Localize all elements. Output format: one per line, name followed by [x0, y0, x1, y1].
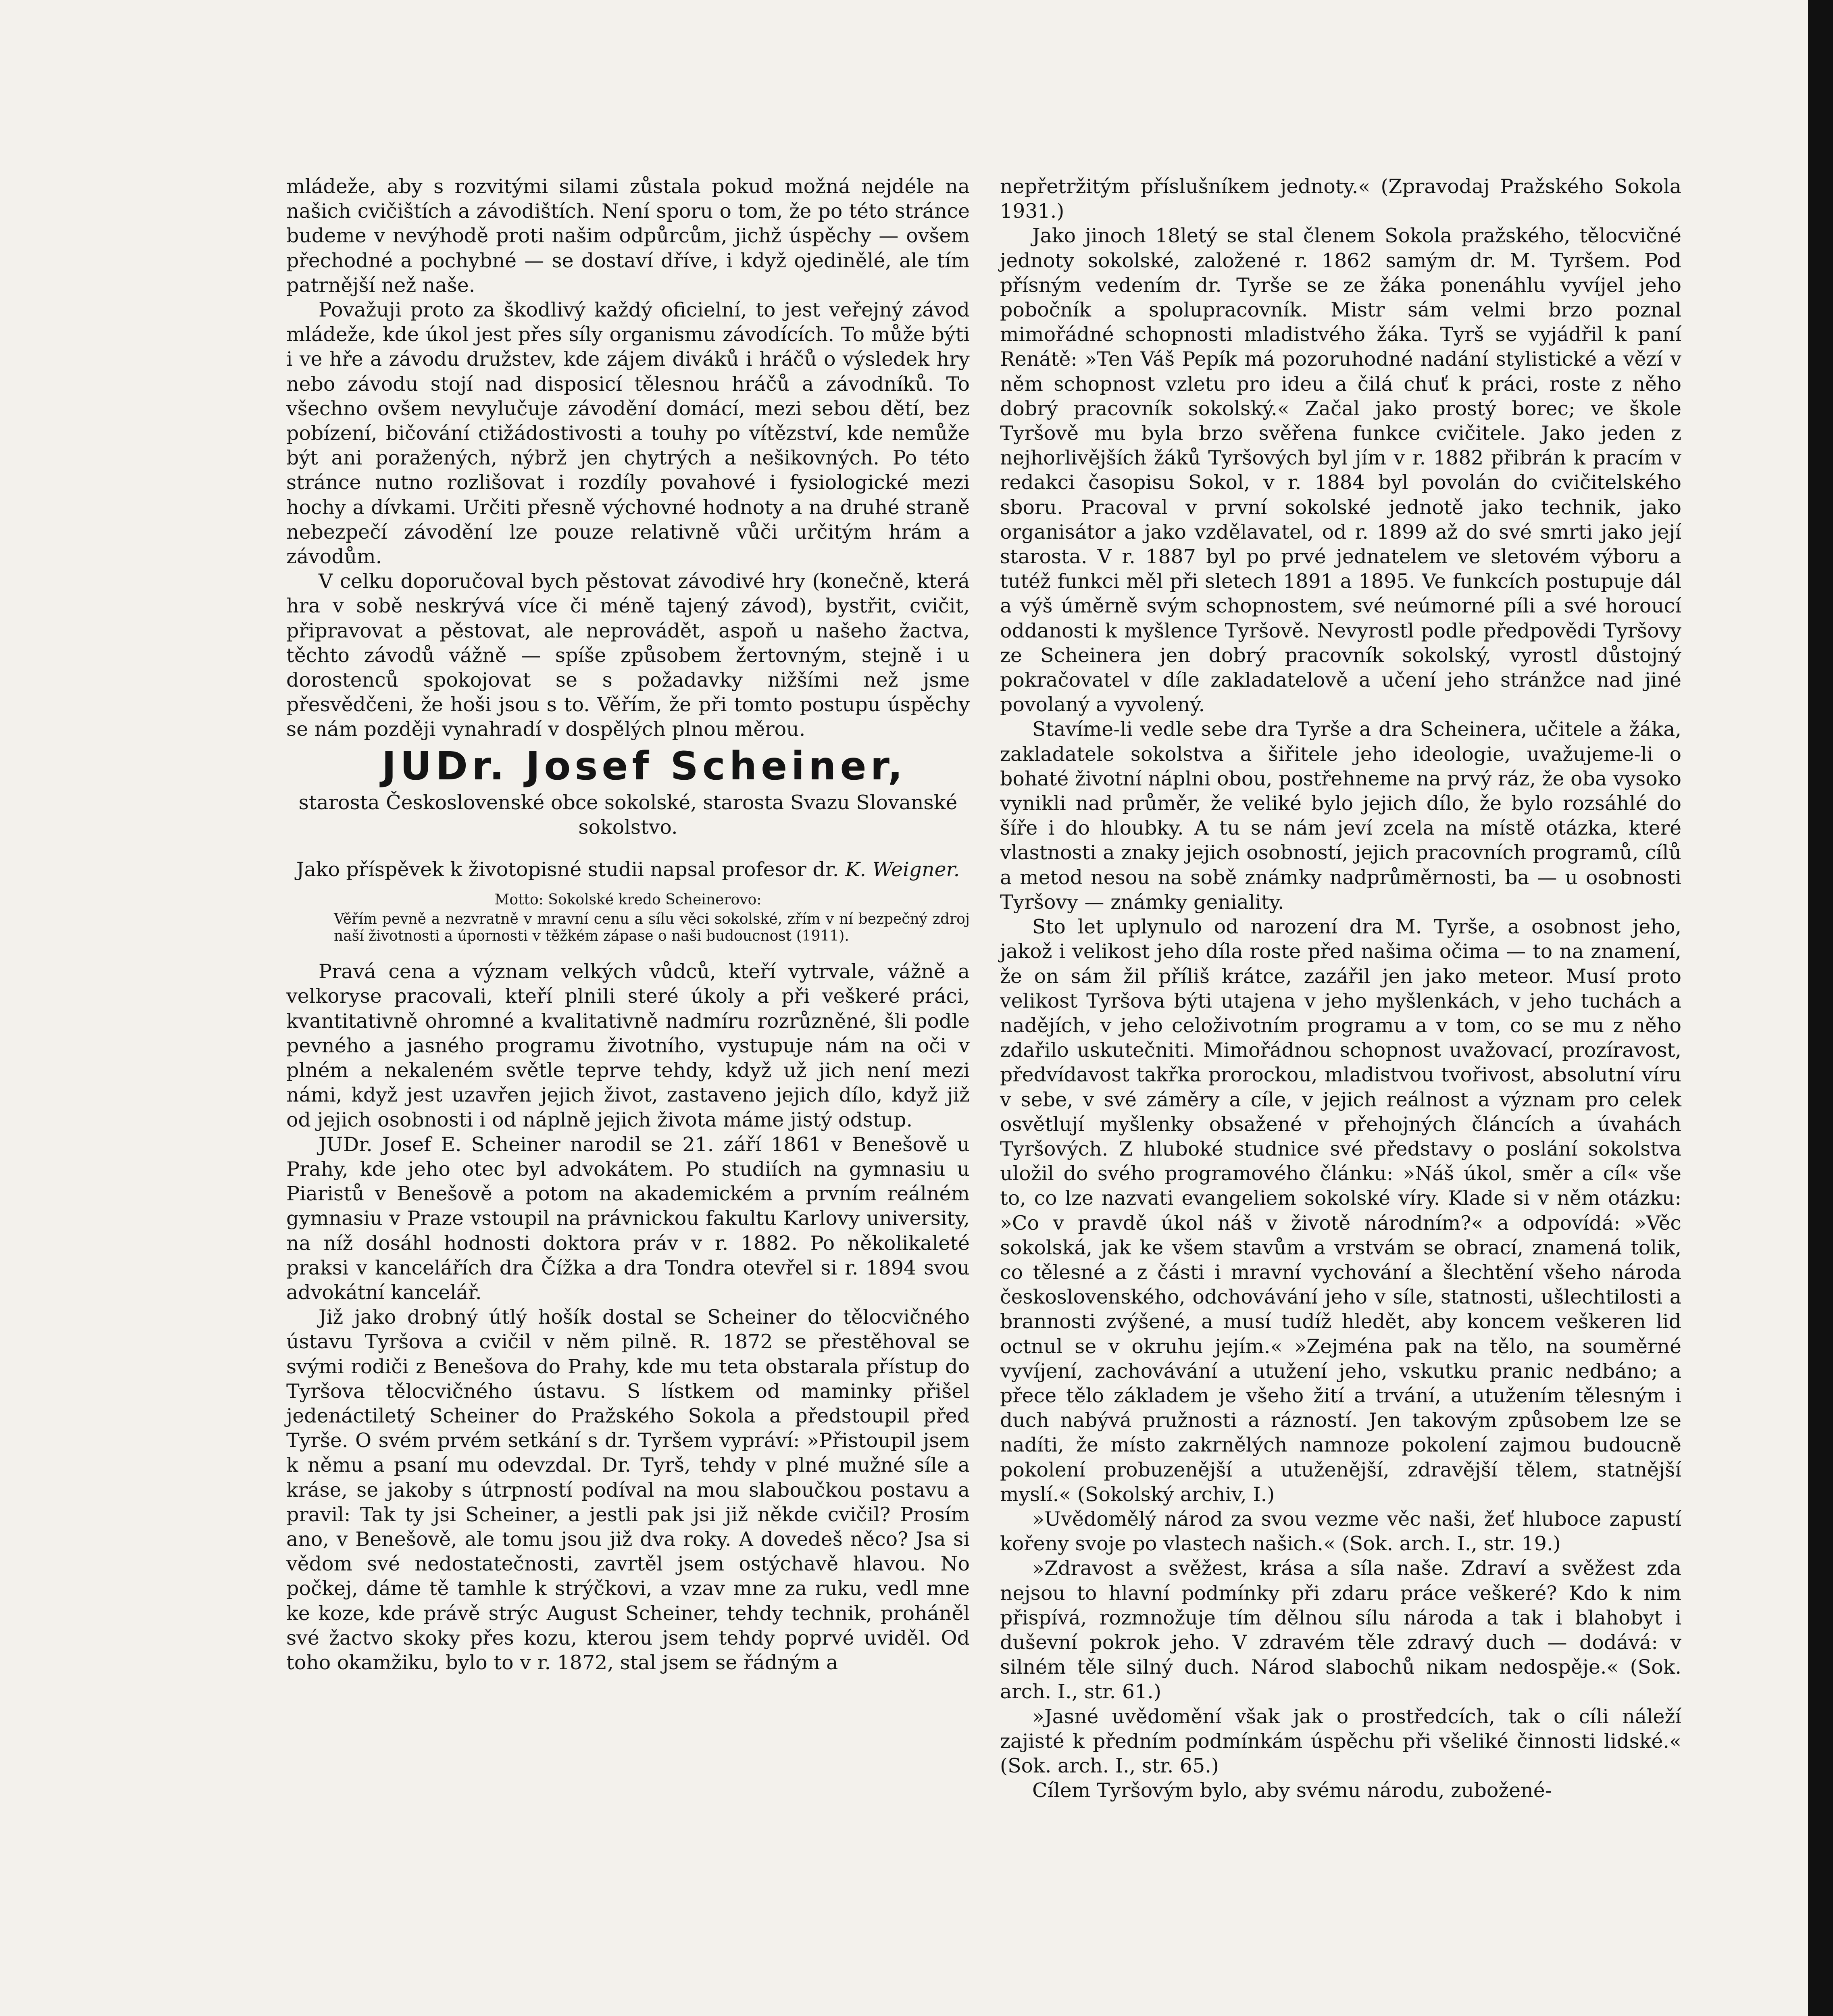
paragraph: Cílem Tyršovým bylo, aby svému národu, zubožené- — [1032, 1779, 1552, 1802]
paragraph: JUDr. Josef E. Scheiner narodil se 21. září 1861 v Benešově u Prahy, kde jeho otec byl advokátem. Po studiích na gymnasiu u Piaristů v Benešově a potom na akademickém a prvním reálném gymnasiu v Praze vstoupil na právnickou fakultu Karlovy university, na níž dosáhl hodnosti doktora práv v r. 1882. Po několikaleté praksi v kancelářích dra Čížka a dra Tondra otevřel si r. 1894 svou advokátní kancelář. — [286, 1133, 970, 1304]
paragraph: V celku doporučoval bych pěstovat závodivé hry (konečně, která hra v sobě neskrývá více či méně tajený závod), bystřit, cvičit, připravovat a pěstovat, ale neprovádět, aspoň u našeho žactva, těchto závodů vážně — spíše způsobem žertovným, stejně i u dorostenců spokojovat se s požadavky nižšími než jsme přesvědčeni, že hoši jsou s to. Věřím, že při tomto postupu úspěchy se nám později vynahradí v dospělých plnou měrou. — [286, 570, 970, 741]
article-subtitle: starosta Československé obce sokolské, starosta Svazu Slovanské sokolstvo. — [298, 791, 958, 839]
scan-edge — [1808, 0, 1833, 2016]
article-heading: JUDr. Josef Scheiner, — [381, 743, 907, 789]
paragraph: Pravá cena a význam velkých vůdců, kteří vytrvale, vážně a velkoryse pracovali, kteří plnili steré úkoly a při veškeré práci, kvantitativně ohromné a kvalitativně nadmíru rozrůzněné, šli podle pevného a jasného programu životního, vystupuje nám na oči v plném a nekaleném světle teprve tehdy, když už jich není mezi námi, když jest uzavřen jejich život, zastaveno jejich dílo, když již od jejich osobnosti i od náplně jejich života máme jistý odstup. — [286, 960, 970, 1131]
paragraph: Považuji proto za škodlivý každý oficielní, to jest veřejný závod mládeže, kde úkol jest přes síly organismu závodících. To může býti i ve hře a závodu družstev, kde zájem diváků i hráčů o výsledek hry nebo závodu stojí nad disposicí tělesnou hráčů a závodníků. To všechno ovšem nevylučuje závodění domácí, mezi sebou dětí, bez pobízení, bičování ctižádostivosti a touhy po vítězství, kde nemůže být ani poražených, nýbrž jen chytrých a nešikovných. Po této stránce nutno rozlišovat i rozdíly povahové i fysiologické mezi hochy a dívkami. Určiti přesně výchovné hodnoty a na druhé straně nebezpečí závodění lze pouze relativně vůči určitým hrám a závodům. — [286, 298, 970, 569]
article-byline — [286, 857, 970, 882]
left-column — [286, 174, 970, 1675]
byline-text: Jako příspěvek k životopisné studii napsal profesor dr. — [296, 858, 839, 881]
motto-title: Motto: Sokolské kredo Scheinerovo: — [494, 891, 762, 908]
paragraph: »Zdravost a svěžest, krása a síla naše. Zdraví a svěžest zda nejsou to hlavní podmínky při zdaru práce veškeré? Kdo k nim přispívá, rozmnožuje tím dělnou sílu národa a tak i blahobyt i duševní pokrok jeho. V zdravém těle zdravý duch — dodává: v silném těle silný duch. Národ slabochů nikam nedospěje.« (Sok. arch. I., str. 61.) — [1000, 1557, 1681, 1704]
paragraph: Již jako drobný útlý hošík dostal se Scheiner do tělocvičného ústavu Tyršova a cvičil v něm pilně. R. 1872 se přestěhoval se svými rodiči z Benešova do Prahy, kde mu teta obstarala přístup do Tyršova tělocvičného ústavu. S lístkem od maminky přišel jedenáctiletý Scheiner do Pražského Sokola a předstoupil před Tyrše. O svém prvém setkání s dr. Tyršem vypráví: »Přistoupil jsem k němu a psaní mu odevzdal. Dr. Tyrš, tehdy v plné mužné síle a kráse, se jakoby s útrpností podíval na mou slaboučkou postavu a pravil: Tak ty jsi Scheiner, a jestli pak jsi již někde cvičil? Prosím ano, v Benešově, ale tomu jsou již dva roky. A dovedeš něco? Jsa si vědom své nedostatečnosti, zavrtěl jsem ostýchavě hlavou. No počkej, dáme tě tamhle k strýčkovi, a vzav mne za ruku, vedl mne ke koze, kde právě strýc August Scheiner, tehdy technik, proháněl své žactvo skoky přes kozu, kterou jsem tehdy poprvé uviděl. Od toho okamžiku, bylo to v r. 1872, stal jsem se řádným a — [286, 1306, 970, 1674]
paragraph: mládeže, aby s rozvitými silami zůstala pokud možná nejdéle na našich cvičištích a závodištích. Není sporu o tom, že po této stránce budeme v nevýhodě proti našim odpůrcům, jichž úspěchy — ovšem přechodné a pochybné — se dostaví dříve, i když ojedinělé, ale tím patrnější než naše. — [286, 175, 970, 297]
paragraph: »Uvědomělý národ za svou vezme věc naši, žeť hluboce zapustí kořeny svoje po vlastech našich.« (Sok. arch. I., str. 19.) — [1000, 1507, 1681, 1556]
paragraph: nepřetržitým příslušníkem jednoty.« (Zpravodaj Pražského Sokola 1931.) — [1000, 175, 1681, 223]
paragraph: Jako jinoch 18letý se stal členem Sokola pražského, tělocvičné jednoty sokolské, založené r. 1862 samým dr. M. Tyršem. Pod přísným vedením dr. Tyrše se ze žáka ponenáhlu vyvíjel jeho pobočník a spolupracovník. Mistr sám velmi brzo poznal mimořádné schopnosti mladistvého žáka. Tyrš se vyjádřil k paní Renátě: »Ten Váš Pepík má pozoruhodné nadání stylistické a vězí v něm schopnost vzletu pro ideu a čilá chuť k práci, roste z něho dobrý pracovník sokolský.« Začal jako prostý borec; ve škole Tyršově mu byla brzo svěřena funkce cvičitele. Jako jeden z nejhorlivějších žáků Tyršových byl jím v r. 1882 přibrán k pracím v redakci časopisu Sokol, v r. 1884 byl povolán do cvičitelského sboru. Pracoval v první sokolské jednotě jako technik, jako organisátor a jako vzdělavatel, od r. 1899 až do své smrti jako její starosta. V r. 1887 byl po prvé jednatelem ve sletovém výboru a tutéž funkci měl při sletech 1891 a 1895. Ve funkcích postupuje dál a výš úměrně svým schopnostem, své neúmorné píli a své horoucí oddanosti k myšlence Tyršově. Nevyrostl podle předpovědi Tyršovy ze Scheinera jen dobrý pracovník sokolský, vyrostl důstojný pokračovatel v díle zakladatelově a učení jeho stránžce nad jiné povolaný a vyvolený. — [1000, 224, 1681, 716]
right-column — [1000, 174, 1681, 1803]
byline-author: K. Weigner. — [845, 858, 960, 881]
paragraph: Sto let uplynulo od narození dra M. Tyrše, a osobnost jeho, jakož i velikost jeho díla roste před našima očima — to na znamení, že on sám žil příliš krátce, zazářil jen jako meteor. Musí proto velikost Tyršova býti utajena v jeho myšlenkách, v jeho tuchách a nadějích, v jeho celoživotním programu a v tom, co se mu z něho zdařilo uskutečniti. Mimořádnou schopnost uvažovací, prozíravost, předvídavost takřka prorockou, mladistvou tvořivost, absolutní víru v sebe, v své záměry a cíle, v jejich reálnost a význam pro celek osvětlují myšlenky obsažené v přehojných článcích a úvahách Tyršových. Z hluboké studnice své představy o poslání sokolstva uložil do svého programového článku: »Náš úkol, směr a cíl« vše to, co lze nazvati evangeliem sokolské víry. Klade si v něm otázku: »Co v pravdě úkol náš v životě národním?« a odpovídá: »Věc sokolská, jak ke všem stavům a vrstvám se obrací, znamená tolik, co tělesné a z části i mravní vychování a šlechtění všeho národa československého, odchovávání jeho v síle, statnosti, ušlechtilosti a brannosti zvýšené, a musí tudíž hledět, aby koncem veškeren lid octnul se v okruhu jejím.« »Zejména pak na tělo, na souměrné vyvíjení, zachovávání a utužení jeho, vskutku pranic nedbáno; a přece tělo základem je všeho žití a trvání, a utužením tělesným i duch nabývá pružnosti a rázností. Jen takovým způsobem lze se nadíti, že místo zakrnělých namnoze pokolení zajmou budoucně pokolení probuzenější a utuženější, zdravější tělem, statnější myslí.« (Sokolský archiv, I.) — [1000, 915, 1681, 1506]
paragraph: Stavíme-li vedle sebe dra Tyrše a dra Scheinera, učitele a žáka, zakladatele sokolstva a šiřitele jeho ideologie, uvažujeme-li o bohaté životní náplni obou, postřehneme na prvý ráz, že oba vysoko vynikli nad průměr, že veliké bylo jejich dílo, že bylo rozsáhlé do šíře i do hloubky. A tu se nám jeví zcela na místě otázka, které vlastnosti a znaky jejich osobností, jejich pracovních programů, cílů a metod nesou na sobě známky nadprůměrnosti, ba — u osobnosti Tyršovy — známky geniality. — [1000, 718, 1681, 914]
paragraph: »Jasné uvědomění však jak o prostředcích, tak o cíli náleží zajisté k předním podmínkám úspěchu při všeliké činnosti lidské.« (Sok. arch. I., str. 65.) — [1000, 1705, 1681, 1777]
motto-quote: Věřím pevně a nezvratně v mravní cenu a sílu věci sokolské, zřím v ní bezpečný zdroj naší životnosti a úpornosti v těžkém zápase o naši budoucnost (1911). — [334, 911, 970, 945]
